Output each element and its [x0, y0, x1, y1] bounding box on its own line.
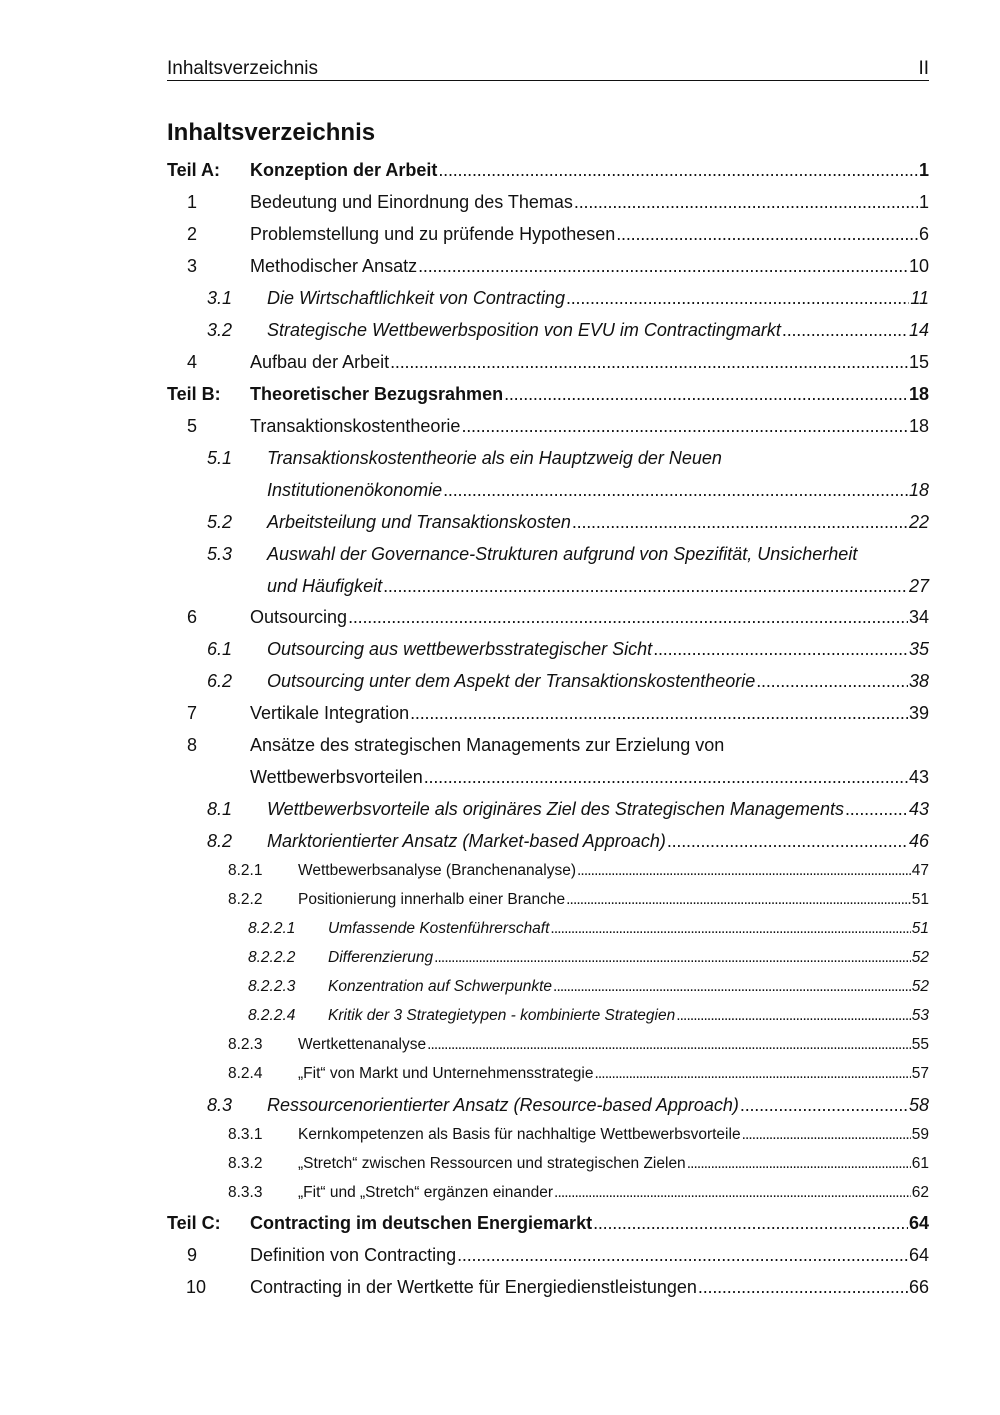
toc-entry-page: 64 [908, 1245, 929, 1265]
toc-entry-title: „Fit“ und „Stretch“ ergänzen einander [298, 1184, 554, 1201]
toc-entry-page: 14 [908, 320, 929, 340]
toc-entry-title: Kritik der 3 Strategietypen - kombinierte Strategien [328, 1007, 676, 1024]
toc-chapter-4[interactable] [0, 350, 1000, 374]
dot-leader [504, 382, 908, 406]
dot-leader [443, 478, 908, 502]
toc-entry-number: 8 [186, 735, 197, 755]
toc-entry-number: 8.3.1 [228, 1126, 263, 1143]
toc-chapter-9[interactable] [0, 1243, 1000, 1267]
toc-entry-number: 6 [186, 607, 197, 627]
toc-entry-number: 8.2 [207, 831, 233, 851]
toc-entry-page: 1 [918, 160, 929, 180]
toc-entry-page: 62 [911, 1184, 929, 1201]
toc-entry-number: Teil B: [167, 384, 221, 404]
toc-entry-title: Umfassende Kostenführerschaft [328, 920, 550, 937]
toc-entry-page: 52 [911, 949, 929, 966]
running-header-page-number: II [918, 58, 929, 79]
toc-chapter-10[interactable] [0, 1275, 1000, 1299]
toc-entry-title: Ressourcenorientierter Ansatz (Resource-based Approach) [267, 1095, 739, 1115]
toc-chapter-2[interactable] [0, 222, 1000, 246]
toc-entry-number: 3 [186, 256, 197, 276]
dot-leader [418, 254, 908, 278]
toc-entry-page: 52 [911, 978, 929, 995]
toc-entry-title-line2: Wettbewerbsvorteilen [250, 767, 423, 787]
dot-leader [383, 574, 908, 598]
toc-entry-number: 7 [186, 703, 197, 723]
toc-entry-title: Marktorientierter Ansatz (Market-based Approach) [267, 831, 666, 851]
toc-entry-number: 8.1 [207, 799, 233, 819]
toc-entry-number: Teil C: [167, 1213, 221, 1233]
toc-entry-title: Wettbewerbsanalyse (Branchenanalyse) [298, 862, 577, 879]
toc-entry-number: 3.1 [207, 288, 233, 308]
toc-entry-number: 8.2.1 [228, 862, 263, 879]
toc-entry-title-line1: Auswahl der Governance-Strukturen aufgrund von Spezifität, Unsicherheit [267, 544, 858, 564]
toc-entry-title: Outsourcing [250, 607, 348, 627]
toc-entry-title: Positionierung innerhalb einer Branche [298, 891, 566, 908]
toc-entry-title: „Stretch“ zwischen Ressourcen und strategischen Zielen [298, 1155, 686, 1172]
toc-item-8-2-2-1[interactable] [0, 918, 1000, 940]
toc-entry-number: 5.1 [207, 448, 233, 468]
toc-entry-title: „Fit“ von Markt und Unternehmensstrategie [298, 1065, 594, 1082]
toc-entry-number: 10 [185, 1277, 206, 1297]
toc-entry-title: Wettbewerbsvorteile als originäres Ziel des Strategischen Managements [267, 799, 844, 819]
toc-entry-number: 6.1 [207, 639, 233, 659]
toc-entry-page: 66 [908, 1277, 929, 1297]
toc-entry-number: 8.2.3 [228, 1036, 263, 1053]
toc-entry-number: 8.3 [207, 1095, 233, 1115]
toc-entry-page: 43 [908, 799, 929, 819]
dot-leader [457, 1243, 908, 1267]
dot-leader [424, 765, 908, 789]
toc-item-8-2-2-3[interactable] [0, 976, 1000, 998]
toc-entry-number: 8.3.3 [228, 1184, 263, 1201]
toc-entry-page: 1 [918, 192, 929, 212]
toc-chapter-5[interactable] [0, 414, 1000, 438]
toc-chapter-7[interactable] [0, 701, 1000, 725]
dot-leader [566, 889, 911, 911]
dot-leader [616, 222, 918, 246]
toc-subsection-8-2-4[interactable] [0, 1063, 1000, 1085]
toc-entry-page: 53 [911, 1007, 929, 1024]
toc-entry-number: 1 [186, 192, 197, 212]
toc-section-3-1[interactable] [0, 286, 1000, 310]
dot-leader [434, 947, 911, 969]
toc-entry-title: Contracting in der Wertkette für Energiedienstleistungen [250, 1277, 697, 1297]
toc-entry-page: 58 [908, 1095, 929, 1115]
toc-section-8-1[interactable] [0, 797, 1000, 821]
dot-leader [593, 1211, 908, 1235]
toc-entry-number: 8.2.2 [228, 891, 263, 908]
toc-entry-title: Die Wirtschaftlichkeit von Contracting [267, 288, 565, 308]
toc-entry-page: 27 [908, 576, 929, 596]
toc-entry-page: 38 [908, 671, 929, 691]
dot-leader [740, 1093, 908, 1117]
toc-entry-title: Vertikale Integration [250, 703, 410, 723]
toc-section-5-2[interactable] [0, 510, 1000, 534]
toc-item-8-2-2-2[interactable] [0, 947, 1000, 969]
toc-chapter-3[interactable] [0, 254, 1000, 278]
running-header-title: Inhaltsverzeichnis [167, 58, 319, 79]
toc-entry-title: Outsourcing aus wettbewerbsstrategischer Sicht [267, 639, 653, 659]
dot-leader [687, 1153, 911, 1175]
toc-entry-page: 64 [908, 1213, 929, 1233]
dot-leader [566, 286, 909, 310]
dot-leader [676, 1005, 911, 1027]
toc-entry-number: 5 [186, 416, 197, 436]
toc-item-8-2-2-4[interactable] [0, 1005, 1000, 1027]
toc-entry-title: Differenzierung [328, 949, 434, 966]
dot-leader [667, 829, 908, 853]
dot-leader [574, 190, 918, 214]
toc-entry-page: 43 [908, 767, 929, 787]
toc-entry-number: 8.3.2 [228, 1155, 263, 1172]
toc-part-b[interactable] [0, 382, 1000, 406]
toc-entry-title: Methodischer Ansatz [250, 256, 418, 276]
toc-subsection-8-2-1[interactable] [0, 860, 1000, 882]
toc-entry-page: 34 [908, 607, 929, 627]
toc-entry-title-line1: Ansätze des strategischen Managements zur Erzielung von [250, 735, 725, 755]
toc-entry-number: 5.2 [207, 512, 233, 532]
toc-entry-title: Problemstellung und zu prüfende Hypothesen [250, 224, 616, 244]
toc-entry-page: 15 [908, 352, 929, 372]
toc-entry-number: 8.2.2.3 [248, 978, 296, 995]
toc-entry-page: 59 [911, 1126, 929, 1143]
dot-leader [553, 976, 911, 998]
dot-leader [756, 669, 908, 693]
dot-leader [577, 860, 911, 882]
document-title: Inhaltsverzeichnis [167, 119, 376, 146]
dot-leader [550, 918, 910, 940]
toc-entry-page: 10 [908, 256, 929, 276]
dot-leader [410, 701, 908, 725]
toc-part-a[interactable] [0, 158, 1000, 182]
toc-entry-title: Konzeption der Arbeit [250, 160, 438, 180]
toc-subsection-8-3-2[interactable] [0, 1153, 1000, 1175]
toc-chapter-1[interactable] [0, 190, 1000, 214]
toc-entry-page: 51 [911, 891, 929, 908]
toc-entry-title: Aufbau der Arbeit [250, 352, 390, 372]
dot-leader [390, 350, 908, 374]
toc-section-5-1[interactable] [0, 446, 1000, 502]
toc-entry-number: 3.2 [207, 320, 233, 340]
toc-entry-title: Wertkettenanalyse [298, 1036, 427, 1053]
dot-leader [653, 637, 908, 661]
toc-section-5-3[interactable] [0, 542, 1000, 598]
toc-entry-title: Outsourcing unter dem Aspekt der Transaktionskostentheorie [267, 671, 756, 691]
toc-entry-title-line2: Institutionenökonomie [267, 480, 443, 500]
dot-leader [554, 1182, 911, 1204]
toc-entry-page: 51 [911, 920, 929, 937]
dot-leader [348, 605, 908, 629]
toc-section-8-2[interactable] [0, 829, 1000, 853]
toc-entry-title-line2: und Häufigkeit [267, 576, 383, 596]
toc-entry-page: 22 [908, 512, 929, 532]
toc-entry-page: 18 [908, 384, 929, 404]
toc-entry-number: 6.2 [207, 671, 233, 691]
dot-leader [438, 158, 918, 182]
dot-leader [461, 414, 908, 438]
toc-entry-title: Bedeutung und Einordnung des Themas [250, 192, 573, 212]
toc-chapter-8[interactable] [0, 733, 1000, 789]
toc-part-c[interactable] [0, 1211, 1000, 1235]
toc-entry-title: Konzentration auf Schwerpunkte [328, 978, 553, 995]
toc-entry-number: 2 [186, 224, 197, 244]
dot-leader [594, 1063, 910, 1085]
toc-entry-number: 8.2.2.4 [248, 1007, 296, 1024]
toc-section-8-3[interactable] [0, 1093, 1000, 1117]
toc-chapter-6[interactable] [0, 605, 1000, 629]
toc-entry-title: Kernkompetenzen als Basis für nachhaltige Wettbewerbsvorteile [298, 1126, 741, 1143]
toc-subsection-8-3-1[interactable] [0, 1124, 1000, 1146]
toc-subsection-8-2-2[interactable] [0, 889, 1000, 911]
toc-entry-number: 4 [186, 352, 197, 372]
toc-entry-page: 46 [908, 831, 929, 851]
toc-entry-page: 57 [911, 1065, 929, 1082]
toc-entry-title: Strategische Wettbewerbsposition von EVU im Contractingmarkt [267, 320, 781, 340]
toc-entry-page: 55 [911, 1036, 929, 1053]
toc-subsection-8-3-3[interactable] [0, 1182, 1000, 1204]
toc-entry-page: 18 [908, 480, 929, 500]
toc-entry-page: 35 [908, 639, 929, 659]
toc-entry-title: Contracting im deutschen Energiemarkt [250, 1213, 593, 1233]
toc-entry-page: 6 [918, 224, 929, 244]
toc-entry-page: 47 [911, 862, 929, 879]
toc-subsection-8-2-3[interactable] [0, 1034, 1000, 1056]
toc-entry-title-line1: Transaktionskostentheorie als ein Hauptzweig der Neuen [267, 448, 722, 468]
toc-entry-title: Definition von Contracting [250, 1245, 457, 1265]
toc-entry-number: 9 [186, 1245, 197, 1265]
dot-leader [427, 1034, 911, 1056]
toc-entry-title: Arbeitsteilung und Transaktionskosten [267, 512, 571, 532]
toc-section-6-1[interactable] [0, 637, 1000, 661]
toc-entry-number: 5.3 [207, 544, 233, 564]
dot-leader [782, 318, 908, 342]
toc-entry-page: 39 [908, 703, 929, 723]
dot-leader [572, 510, 908, 534]
dot-leader [698, 1275, 908, 1299]
toc-entry-title: Theoretischer Bezugsrahmen [250, 384, 504, 404]
toc-entry-page: 11 [910, 288, 929, 308]
toc-entry-number: Teil A: [167, 160, 220, 180]
toc-entry-number: 8.2.4 [228, 1065, 263, 1082]
toc-entry-number: 8.2.2.1 [248, 920, 296, 937]
toc-entry-title: Transaktionskostentheorie [250, 416, 461, 436]
toc-entry-page: 61 [911, 1155, 929, 1172]
toc-section-3-2[interactable] [0, 318, 1000, 342]
toc-entry-number: 8.2.2.2 [248, 949, 296, 966]
dot-leader [742, 1124, 911, 1146]
toc-section-6-2[interactable] [0, 669, 1000, 693]
dot-leader [845, 797, 908, 821]
toc-entry-page: 18 [908, 416, 929, 436]
